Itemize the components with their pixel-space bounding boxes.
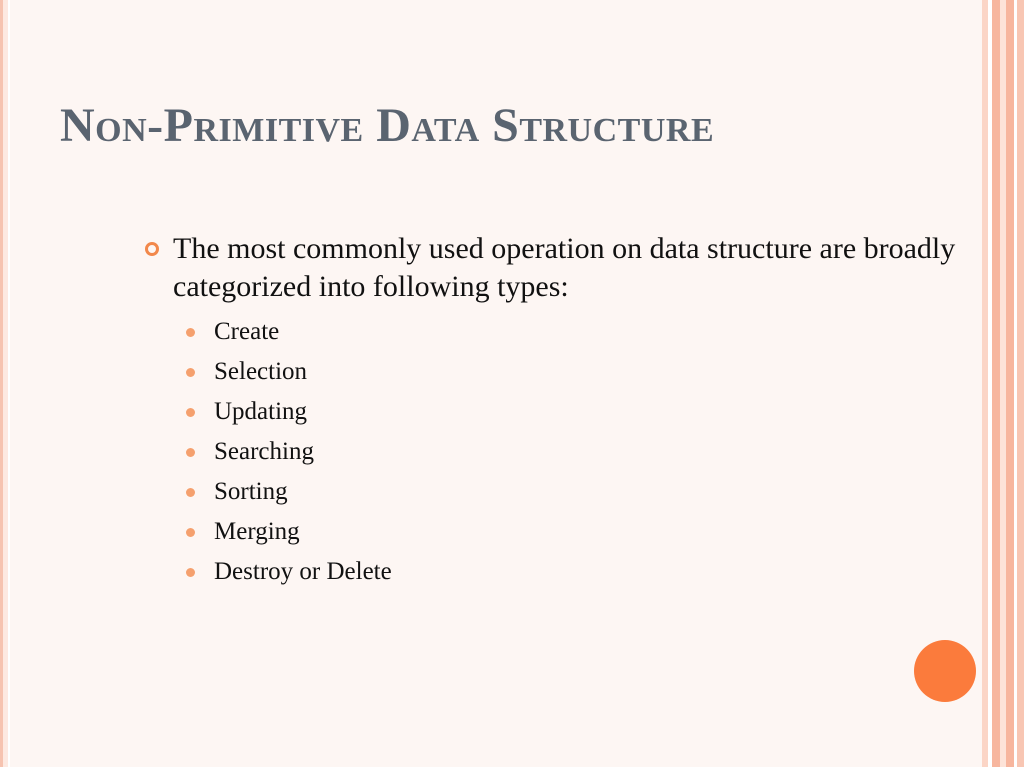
list-item-text: Create xyxy=(214,318,280,345)
dot-bullet-icon xyxy=(186,568,195,577)
intro-text: The most commonly used operation on data structure are broadly categorized into following types: xyxy=(173,232,956,303)
dot-bullet-icon xyxy=(186,528,195,537)
ring-bullet-icon xyxy=(145,242,159,256)
orange-circle-decoration xyxy=(914,640,976,702)
intro-bullet xyxy=(143,230,973,306)
list-item-text: Selection xyxy=(214,358,308,385)
dot-bullet-icon xyxy=(186,328,195,337)
list-item xyxy=(143,312,973,352)
list-item xyxy=(143,352,973,392)
slide-title: Non-Primitive Data Structure xyxy=(60,99,715,152)
stripe xyxy=(1006,0,1014,767)
dot-bullet-icon xyxy=(186,408,195,417)
list-item xyxy=(143,552,973,592)
stripe xyxy=(992,0,1000,767)
operations-list xyxy=(143,312,973,592)
list-item xyxy=(143,472,973,512)
list-item xyxy=(143,432,973,472)
stripe xyxy=(1017,0,1024,767)
dot-bullet-icon xyxy=(186,448,195,457)
slide-body xyxy=(143,230,973,592)
dot-bullet-icon xyxy=(186,368,195,377)
list-item xyxy=(143,512,973,552)
right-stripes-decoration xyxy=(982,0,1024,767)
list-item-text: Sorting xyxy=(214,478,288,505)
list-item-text: Searching xyxy=(214,438,314,465)
list-item-text: Merging xyxy=(214,518,300,545)
list-item xyxy=(143,392,973,432)
list-item-text: Destroy or Delete xyxy=(214,558,392,585)
list-item-text: Updating xyxy=(214,398,308,425)
dot-bullet-icon xyxy=(186,488,195,497)
left-border-decoration xyxy=(0,0,8,767)
